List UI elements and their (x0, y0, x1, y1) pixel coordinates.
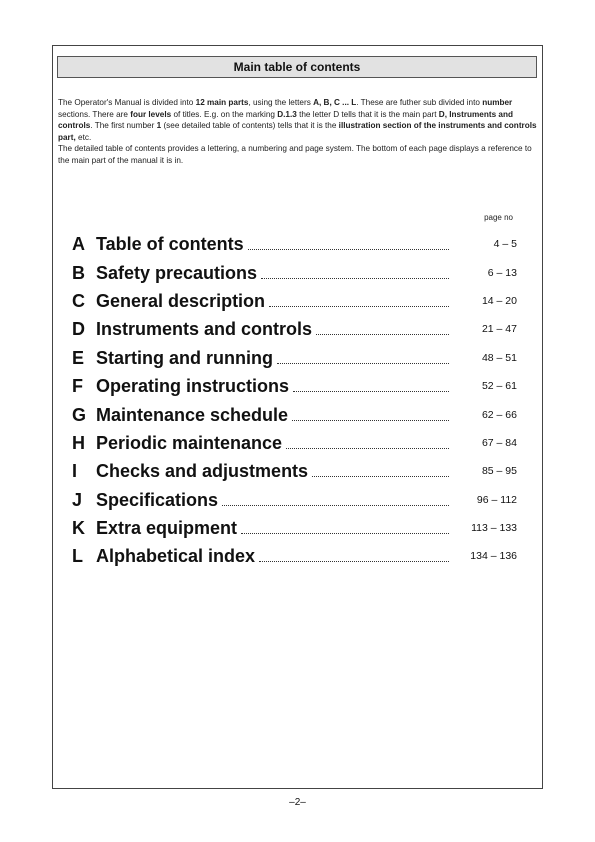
page-title: Main table of contents (57, 56, 537, 78)
intro-text-run: of titles. E.g. on the marking (171, 109, 278, 119)
toc-letter: E (72, 347, 85, 368)
toc-title: Safety precautions (96, 262, 258, 283)
leader-dots (286, 447, 449, 449)
toc-page-range: 48 – 51 (481, 351, 517, 364)
leader-dots (259, 560, 449, 562)
toc-entry-g[interactable] (72, 400, 517, 428)
toc-entry-a[interactable] (72, 230, 517, 258)
intro-bold-run: illustration section of the instruments and controls part, (58, 121, 537, 142)
toc-entry-i[interactable] (72, 457, 517, 485)
toc-letter: L (72, 546, 83, 567)
toc-title: Specifications (96, 489, 219, 510)
toc-letter: C (72, 290, 85, 311)
toc-title: General description (96, 290, 266, 311)
intro-text (58, 97, 542, 166)
toc-letter: F (72, 376, 83, 397)
intro-text-run: etc. (75, 132, 92, 142)
toc-entry-h[interactable] (72, 429, 517, 457)
toc-title: Maintenance schedule (96, 404, 289, 425)
toc-letter: K (72, 518, 85, 539)
intro-text-run: The Operator's Manual is divided into (58, 98, 196, 107)
intro-bold-run: A, B, C ... L (313, 98, 357, 107)
toc-page-range: 6 – 13 (487, 266, 517, 279)
leader-dots (316, 333, 449, 335)
intro-bold-run: 1 (156, 121, 162, 130)
toc-title: Periodic maintenance (96, 432, 283, 453)
toc-title: Alphabetical index (96, 546, 256, 567)
toc-page-range: 113 – 133 (471, 522, 517, 535)
toc-letter: I (72, 461, 78, 482)
toc-page-range: 52 – 61 (481, 380, 517, 393)
intro-text-run: (see detailed table of contents) tells that it is the (161, 121, 339, 130)
toc-letter: J (72, 489, 83, 510)
toc-title: Operating instructions (96, 376, 290, 397)
leader-dots (312, 475, 449, 477)
toc-letter: A (72, 234, 85, 255)
toc-letter: B (72, 262, 85, 283)
toc-page-range: 14 – 20 (481, 294, 517, 307)
toc-entry-j[interactable] (72, 486, 517, 514)
toc-entry-k[interactable] (72, 514, 517, 542)
leader-dots (248, 248, 449, 250)
toc-title: Starting and running (96, 347, 273, 368)
toc-entry-l[interactable] (72, 542, 517, 570)
toc-page-range: 134 – 136 (470, 550, 517, 563)
intro-bold-run: number (482, 98, 513, 107)
intro-text-run: , using the letters (248, 98, 314, 107)
intro-paragraph-2: The detailed table of contents provides a lettering, a numbering and page system. The bottom of each page displays a reference to the main part of the manual it is in. (58, 144, 532, 165)
toc-entry-d[interactable] (72, 315, 517, 343)
toc-title: Instruments and controls (96, 319, 313, 340)
page-no-column-header: page no (484, 213, 513, 222)
toc-page-range: 96 – 112 (476, 493, 517, 506)
intro-bold-run: D.1.3 (277, 109, 297, 119)
toc-letter: G (72, 404, 87, 425)
leader-dots (293, 390, 449, 392)
leader-dots (241, 532, 449, 534)
intro-text-run: . The first number (90, 121, 157, 130)
toc-title: Checks and adjustments (96, 461, 309, 482)
toc-entry-f[interactable] (72, 372, 517, 400)
toc-page-range: 67 – 84 (481, 436, 517, 449)
toc-letter: D (72, 319, 85, 340)
page-number: –2– (289, 797, 306, 808)
toc-page-range: 62 – 66 (481, 408, 517, 421)
leader-dots (222, 504, 449, 506)
toc-entry-e[interactable] (72, 344, 517, 372)
leader-dots (277, 362, 449, 364)
intro-paragraph-1 (58, 97, 542, 143)
toc-page-range: 21 – 47 (481, 323, 517, 336)
leader-dots (261, 277, 449, 279)
toc-entry-b[interactable] (72, 258, 517, 286)
toc-page-range: 85 – 95 (481, 465, 517, 478)
toc-entry-c[interactable] (72, 287, 517, 315)
toc-letter: H (72, 432, 85, 453)
intro-bold-run: 12 main parts (195, 98, 249, 107)
toc-page-range: 4 – 5 (493, 238, 517, 251)
intro-text-run: sections. There are (58, 109, 131, 119)
toc-title: Extra equipment (96, 518, 238, 539)
intro-text-run: the letter D tells that it is the main part (296, 109, 439, 119)
intro-text-run: . These are futher sub divided into (356, 98, 483, 107)
leader-dots (292, 419, 449, 421)
intro-bold-run: four levels (130, 109, 172, 119)
intro-bold-run: D, Instruments and controls (58, 109, 513, 130)
leader-dots (269, 305, 449, 307)
table-of-contents (72, 230, 517, 571)
toc-title: Table of contents (96, 234, 244, 255)
